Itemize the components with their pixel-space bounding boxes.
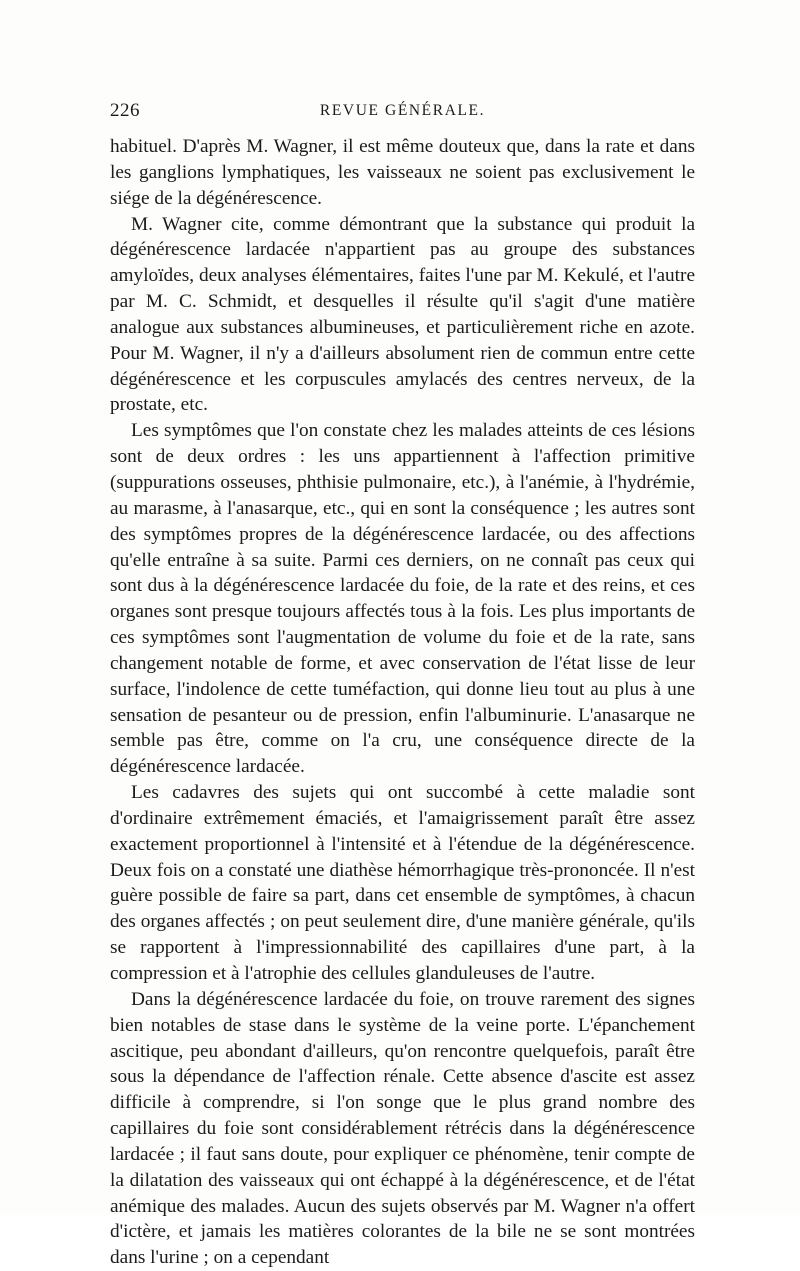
paragraph-symptoms: Les symptômes que l'on constate chez les malades atteints de ces lésions sont de deux ordres : les uns appartiennent à l'affection primitive (suppurations osseuses, phthisie pulmonaire, etc.), à l'anémie, à l'hydrémie, au marasme, à l'anasarque, etc., qui en sont la conséquence ; les autres sont des symptômes propres de la dégénérescence lardacée, ou des affections qu'elle entraîne à sa suite. Parmi ces derniers, on ne connaît pas ceux qui sont dus à la dégénérescence lardacée du foie, de la rate et des reins, et ces organes sont presque toujours affectés tous à la fois. Les plus importants de ces symptômes sont l'augmentation de volume du foie et de la rate, sans changement notable de forme, et avec conservation de l'état lisse de leur surface, l'indolence de cette tuméfaction, qui donne lieu tout au plus à une sensation de pesanteur ou de pression, enfin l'albuminurie. L'anasarque ne semble pas être, comme on l'a cru, une conséquence directe de la dégénérescence lardacée.: [110, 420, 695, 778]
paragraph-continued: habituel. D'après M. Wagner, il est même douteux que, dans la rate et dans les ganglions lymphatiques, les vaisseaux ne soient pas exclusivement le siége de la dégénérescence.: [110, 136, 695, 209]
running-head: [110, 100, 695, 124]
paragraph-liver: Dans la dégénérescence lardacée du foie, on trouve rarement des signes bien notables de stase dans le système de la veine porte. L'épanchement ascitique, peu abondant d'ailleurs, qu'on rencontre quelquefois, paraît être sous la dépendance de l'affection rénale. Cette absence d'ascite est assez difficile à comprendre, si l'on songe que le plus grand nombre des capillaires du foie sont considérablement rétrécis dans la dégénérescence lardacée ; il faut sans doute, pour expliquer ce phénomène, tenir compte de la dilatation des vaisseaux qui ont échappé à la dégénérescence, et de l'état anémique des malades. Aucun des sujets observés par M. Wagner n'a offert d'ictère, et jamais les matières colorantes de la bile ne se sont montrées dans l'urine ; on a cependant: [110, 988, 695, 1269]
paragraph-substance-analysis: M. Wagner cite, comme démontrant que la substance qui produit la dégénérescence lardacée n'appartient pas au groupe des substances amyloïdes, deux analyses élémentaires, faites l'une par M. Kekulé, et l'autre par M. C. Schmidt, et desquelles il résulte qu'il s'agit d'une matière analogue aux substances albumineuses, et particulièrement riche en azote. Pour M. Wagner, il n'y a d'ailleurs absolument rien de commun entre cette dégénérescence et les corpuscules amylacés des centres nerveux, de la prostate, etc.: [110, 213, 695, 416]
body-text: [110, 134, 695, 1271]
journal-title: REVUE GÉNÉRALE.: [319, 102, 486, 119]
page-number: 226: [110, 100, 140, 121]
paragraph-cadavers: Les cadavres des sujets qui ont succombé à cette maladie sont d'ordinaire extrêmement émaciés, et l'amaigrissement paraît être assez exactement proportionnel à l'intensité et à l'étendue de la dégénérescence. Deux fois on a constaté une diathèse hémorrhagique très-prononcée. Il n'est guère possible de faire sa part, dans cet ensemble de symptômes, à chacun des organes affectés ; on peut seulement dire, d'une manière générale, qu'ils se rapportent à l'impressionnabilité des capillaires d'une part, à la compression et à l'atrophie des cellules glanduleuses de l'autre.: [110, 782, 695, 984]
